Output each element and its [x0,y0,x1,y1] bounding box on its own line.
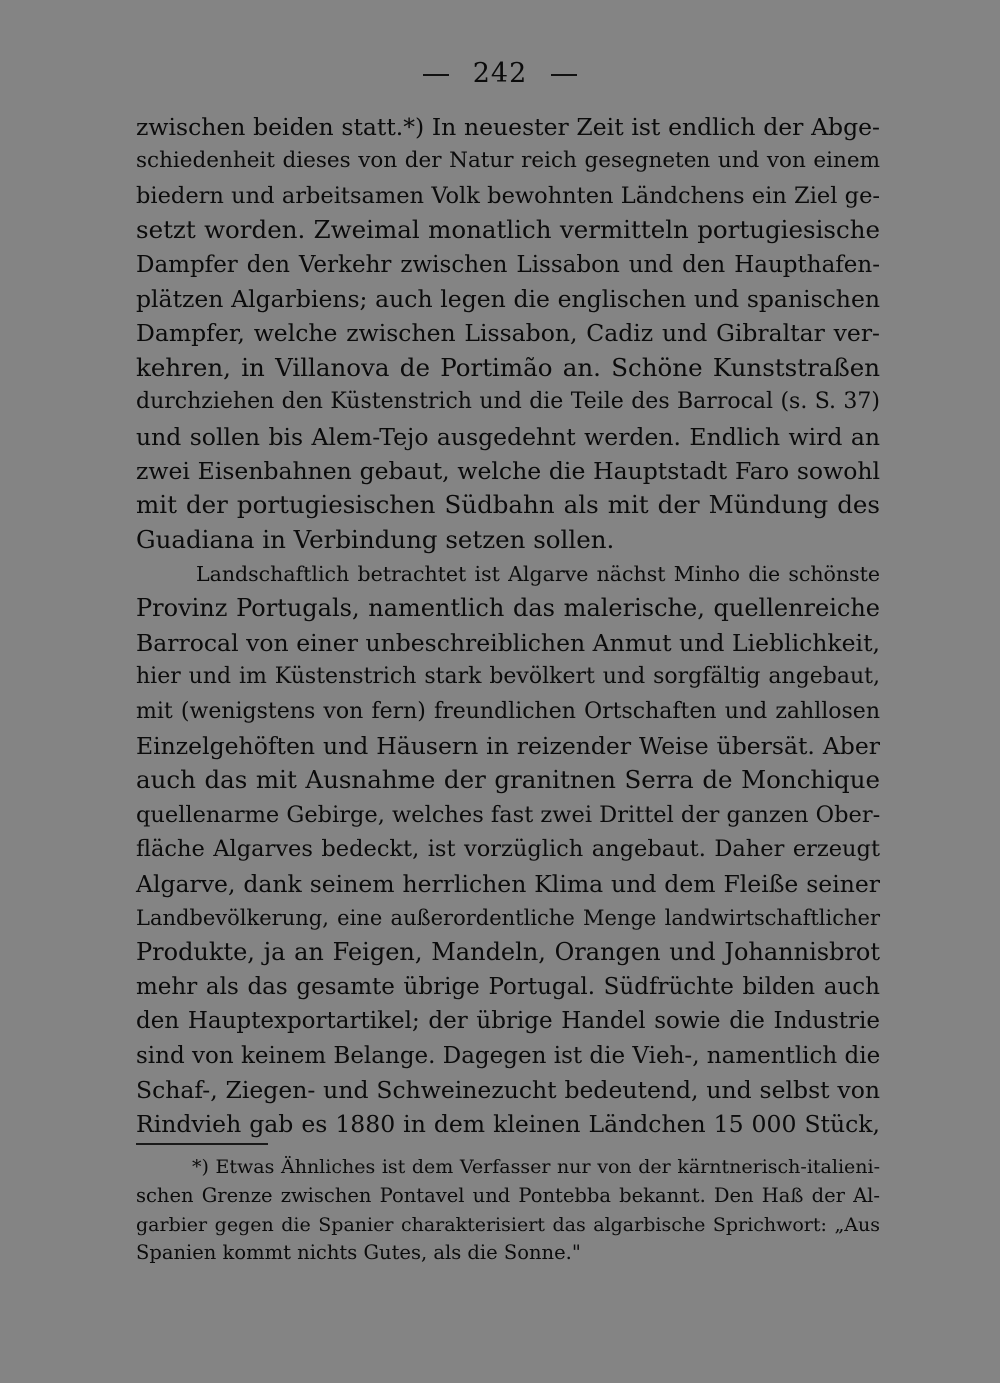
footnote-line: *) Etwas Ähnliches ist dem Verfasser nur von der kärntnerisch-italieni- [192,1156,880,1178]
body-line: Produkte, ja an Feigen, Mandeln, Orangen und Johannisbrot [136,938,880,967]
body-line: sind von keinem Belange. Dagegen ist die Vieh-, namentlich die [136,1042,881,1069]
body-line: Dampfer den Verkehr zwischen Lissabon und den Haupthafen- [136,251,880,278]
header-dash-left [423,74,449,76]
footnotes [136,1153,880,1268]
body-line: auch das mit Ausnahme der granitnen Serra de Monchique [136,765,880,795]
body-line: zwischen beiden statt.*) In neuester Zeit ist endlich der Abge- [136,113,880,141]
body-line: biedern und arbeitsamen Volk bewohnten Ländchens ein Ziel ge- [136,182,880,209]
body-line: Landbevölkerung, eine außerordentliche Menge landwirtschaftlicher [136,905,880,930]
body-line: zwei Eisenbahnen gebaut, welche die Hauptstadt Faro sowohl [136,456,880,485]
body-line: Schaf-, Ziegen- und Schweinezucht bedeutend, und selbst von [136,1075,880,1104]
body-line: Landschaftlich betrachtet ist Algarve nächst Minho die schönste [196,562,880,587]
body-line: fläche Algarves bedeckt, ist vorzüglich angebaut. Daher erzeugt [136,836,880,863]
body-text [136,110,880,1142]
body-line: Einzelgehöften und Häusern in reizender Weise übersät. Aber [136,732,880,761]
body-line: Barrocal von einer unbeschreiblichen Anmut und Lieblichkeit, [136,628,880,657]
body-line: quellenarme Gebirge, welches fast zwei Drittel der ganzen Ober- [136,801,881,828]
body-line: Dampfer, welche zwischen Lissabon, Cadiz und Gibraltar ver- [136,319,880,348]
body-line: plätzen Algarbiens; auch legen die englischen und spanischen [136,284,880,313]
body-line: den Hauptexportartikel; der übrige Handel sowie die Industrie [136,1008,880,1035]
body-line: schiedenheit dieses von der Natur reich gesegneten und von einem [136,148,880,174]
body-line: setzt worden. Zweimal monatlich vermitteln portugiesische [136,215,880,245]
header-dash-right [551,74,577,76]
body-line: und sollen bis Alem-Tejo ausgedehnt werden. Endlich wird an [136,422,880,451]
body-line: hier und im Küstenstrich stark bevölkert und sorgfältig angebaut, [136,664,880,690]
body-line: mit (wenigstens von fern) freundlichen Ortschaften und zahllosen [136,698,880,724]
body-line: mehr als das gesamte übrige Portugal. Südfrüchte bilden auch [136,973,880,1000]
body-line: kehren, in Villanova de Portimão an. Schöne Kunststraßen [136,352,880,382]
footnote-line: garbier gegen die Spanier charakterisiert das algarbische Sprichwort: „Aus [136,1213,880,1236]
footnote-line: schen Grenze zwischen Pontavel und Pontebba bekannt. Den Haß der Al- [136,1183,880,1207]
body-line: Guadiana in Verbindung setzen sollen. [136,524,615,554]
footnote-rule [136,1143,268,1145]
footnote-line: Spanien kommt nichts Gutes, als die Sonne." [136,1241,581,1265]
body-line: Rindvieh gab es 1880 in dem kleinen Ländchen 15 000 Stück, [136,1110,880,1139]
page-number: 242 [472,58,528,89]
page-header [0,58,1000,89]
body-line: Algarve, dank seinem herrlichen Klima und dem Fleiße seiner [136,869,880,898]
body-line: durchziehen den Küstenstrich und die Teile des Barrocal (s. S. 37) [136,389,880,415]
body-line: Provinz Portugals, namentlich das malerische, quellenreiche [136,594,880,623]
body-line: mit der portugiesischen Südbahn als mit der Mündung des [136,490,880,520]
